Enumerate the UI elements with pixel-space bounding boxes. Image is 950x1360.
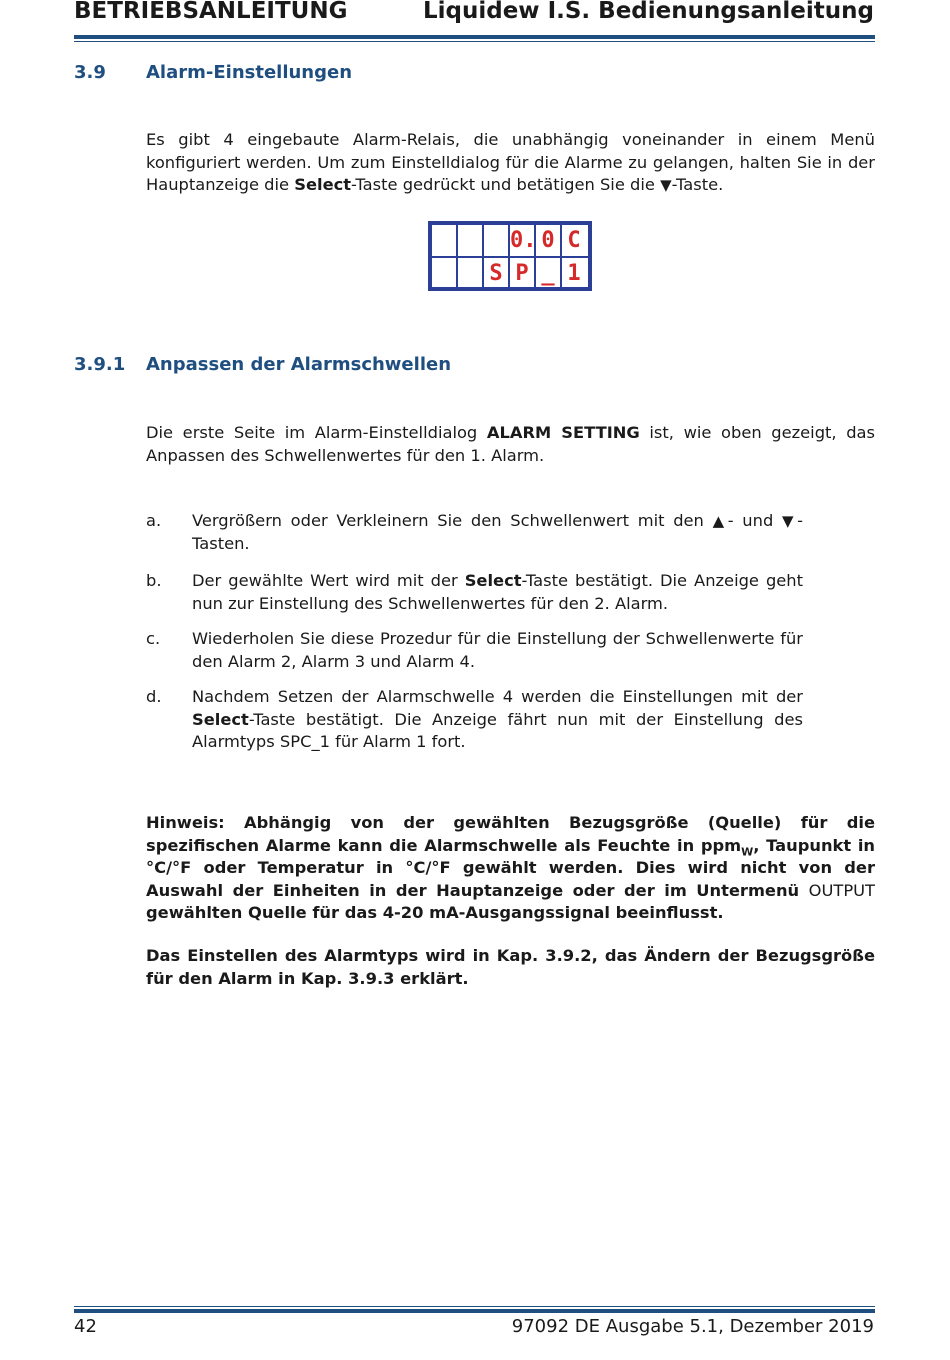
list-item-label: b.: [146, 571, 162, 590]
alarm-setting-label: ALARM SETTING: [486, 423, 640, 442]
list-item-text: Nachdem Setzen der Alarmschwelle 4 werden die Einstellungen mit der Select-Taste bestätigt. Die Anzeige fährt nun mit der Einstellung des Alarmtyps SPC_1 für Alarm 1 fort.: [192, 687, 803, 751]
lcd-cell: P: [510, 258, 536, 289]
lcd-cell: C: [567, 228, 581, 253]
footer-rule: [74, 1309, 875, 1313]
subsection-title: Anpassen der Alarmschwellen: [146, 354, 452, 375]
lcd-row-2: [432, 258, 588, 289]
down-arrow-icon: ▼: [782, 512, 798, 530]
lcd-display: [428, 221, 592, 291]
select-key-label: Select: [192, 709, 249, 729]
section-title: Alarm-Einstellungen: [146, 62, 353, 83]
header-rule-thin: [74, 41, 875, 42]
list-item-text: Vergrößern oder Verkleinern Sie den Schwellenwert mit den ▲- und ▼-Tasten.: [192, 511, 803, 553]
down-arrow-icon: ▼: [660, 176, 672, 194]
section-number: 3.9: [74, 62, 106, 83]
select-key-label: Select: [464, 571, 522, 590]
section-intro-paragraph: Es gibt 4 eingebaute Alarm-Relais, die unabhängig voneinander in einem Menü konfiguriert werden. Um zum Einstelldialog für die Alarme zu gelangen, halten Sie in der Hauptanzeige die Select-Taste gedrückt und betätigen Sie die ▼-Taste.: [146, 130, 875, 194]
lcd-cell: 1: [567, 261, 581, 286]
lcd-cell: [484, 225, 510, 256]
subsection-intro-paragraph: Die erste Seite im Alarm-Einstelldialog ALARM SETTING ist, wie oben gezeigt, das Anpassen des Schwellenwertes für den 1. Alarm.: [146, 423, 876, 465]
list-item-text: Der gewählte Wert wird mit der Select-Taste bestätigt. Die Anzeige geht nun zur Einstellung des Schwellenwertes für den 2. Alarm.: [192, 571, 803, 613]
header-title-right: Liquidew I.S. Bedienungsanleitung: [422, 0, 874, 24]
lcd-cell: [432, 225, 458, 256]
list-item-label: d.: [146, 687, 162, 706]
list-item-text: Wiederholen Sie diese Prozedur für die Einstellung der Schwellenwerte für den Alarm 2, Alarm 3 und Alarm 4.: [192, 629, 803, 671]
lcd-row-1: [432, 225, 588, 258]
lcd-cell: [458, 225, 484, 256]
lcd-cell: [432, 258, 458, 289]
list-item-label: c.: [146, 629, 161, 648]
header-rule: [74, 35, 875, 39]
document-info: 97092 DE Ausgabe 5.1, Dezember 2019: [511, 1316, 874, 1337]
footer-rule-thin: [74, 1306, 875, 1307]
header-title-left: BETRIEBSANLEITUNG: [74, 0, 348, 24]
unit-subscript: W: [741, 844, 754, 858]
select-key-label: Select: [294, 175, 352, 194]
lcd-cell: 0: [536, 225, 562, 256]
lcd-cell: [458, 258, 484, 289]
page-number: 42: [74, 1316, 97, 1337]
lcd-cell: S: [484, 258, 510, 289]
list-item-label: a.: [146, 511, 162, 530]
output-menu-label: OUTPUT: [808, 880, 875, 900]
lcd-cell: _: [536, 258, 562, 289]
note-paragraph-2: Das Einstellen des Alarmtyps wird in Kap. 3.9.2, das Ändern der Bezugsgröße für den Alarm in Kap. 3.9.3 erklärt.: [146, 946, 875, 988]
up-arrow-icon: ▲: [712, 512, 728, 530]
lcd-cell: 0.: [510, 225, 536, 256]
note-paragraph: Hinweis: Abhängig von der gewählten Bezugsgröße (Quelle) für die spezifischen Alarme kann die Alarmschwelle als Feuchte in ppm$_W$, Taupunkt in °C/°F oder Temperatur in °C/°F gewählt werden. Dies wird nicht von der Auswahl der Einheiten in der Hauptanzeige oder der im Untermenü OUTPUT gewählten Quelle für das 4-20 mA-Ausgangssignal beeinflusst.: [146, 813, 875, 922]
subsection-number: 3.9.1: [74, 354, 126, 375]
